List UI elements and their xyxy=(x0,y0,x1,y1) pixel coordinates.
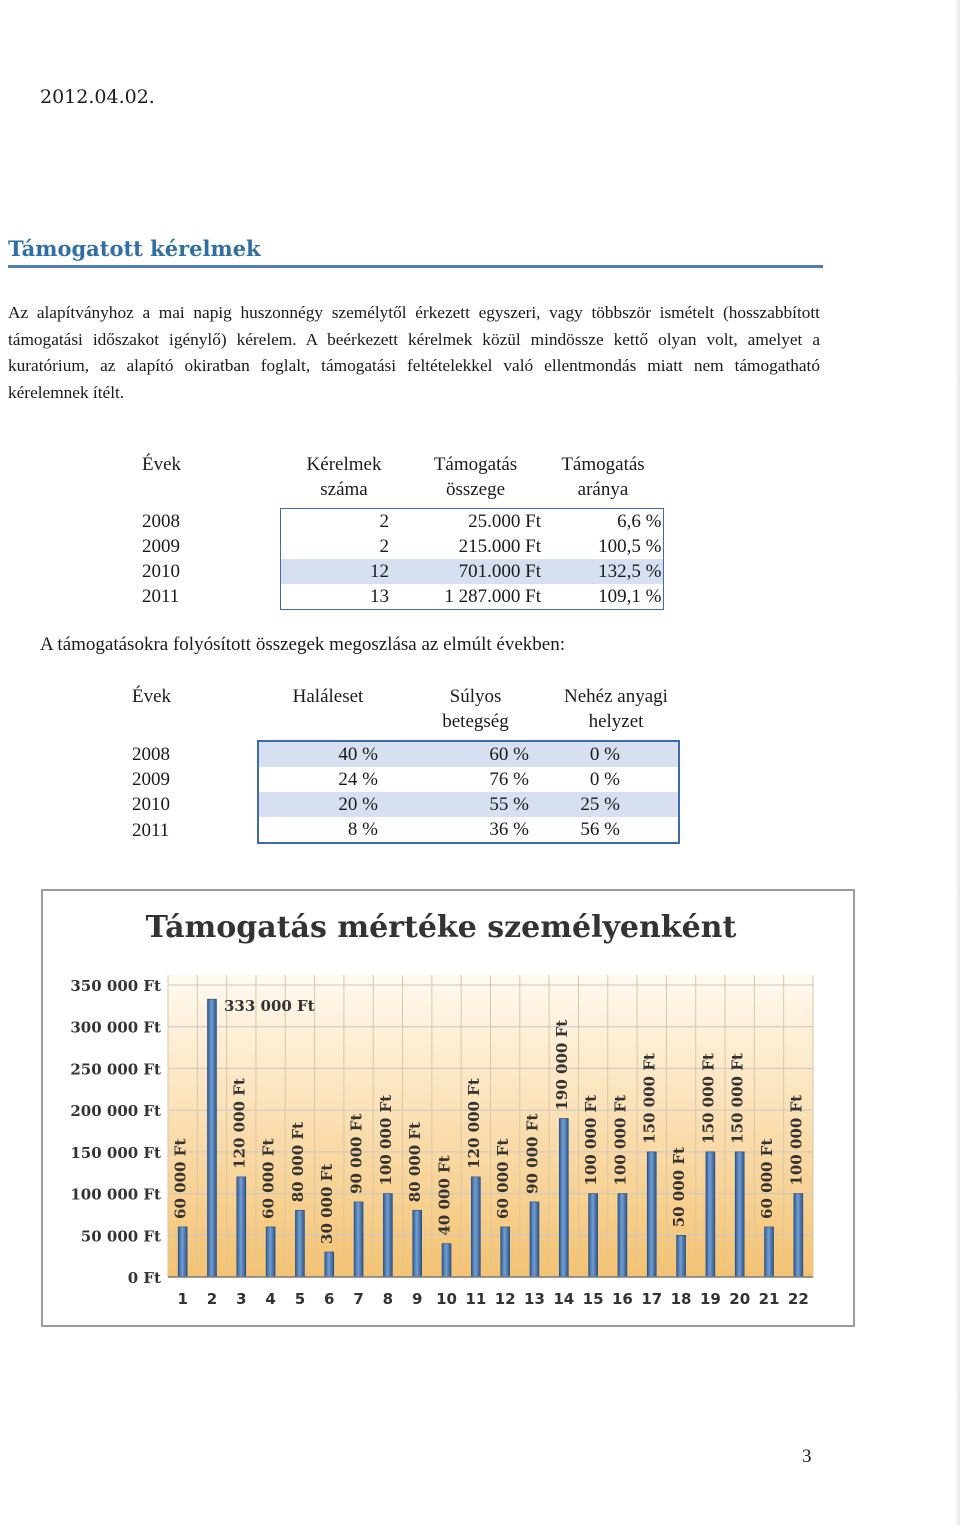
cell-hardship: 25 % xyxy=(553,792,679,817)
cell-illness: 55 % xyxy=(398,792,553,817)
x-tick-label: 1 xyxy=(177,1290,188,1308)
data-label: 120 000 Ft xyxy=(230,1078,249,1169)
cell-year: 2011 xyxy=(142,586,180,608)
document-date: 2012.04.02. xyxy=(40,86,155,108)
bar xyxy=(794,1194,803,1277)
x-tick-label: 5 xyxy=(294,1290,306,1308)
cell-amount: 701.000 Ft xyxy=(408,559,543,584)
cell-death: 24 % xyxy=(258,767,398,792)
cell-count: 2 xyxy=(280,534,408,559)
data-label: 100 000 Ft xyxy=(787,1094,806,1186)
table-row xyxy=(132,817,679,843)
data-label: 190 000 Ft xyxy=(552,1019,571,1111)
cell-illness: 60 % xyxy=(398,741,553,767)
cell-year: 2008 xyxy=(142,510,180,532)
bar xyxy=(207,999,216,1277)
x-tick-label: 17 xyxy=(641,1290,663,1308)
x-tick-label: 21 xyxy=(758,1290,780,1308)
data-label: 150 000 Ft xyxy=(728,1053,747,1144)
cell-ratio: 100,5 % xyxy=(543,534,663,559)
data-label: 60 000 Ft xyxy=(758,1138,777,1219)
cell-amount: 1 287.000 Ft xyxy=(408,584,543,610)
cell-hardship: 56 % xyxy=(553,817,679,843)
col-header-count: Kérelmek száma xyxy=(306,454,382,500)
bar xyxy=(559,1118,568,1277)
x-tick-label: 14 xyxy=(553,1290,575,1308)
cell-year: 2010 xyxy=(132,794,170,815)
cell-death: 40 % xyxy=(258,741,398,767)
data-label: 100 000 Ft xyxy=(582,1094,601,1186)
table-row xyxy=(142,509,663,535)
cell-death: 8 % xyxy=(258,817,398,843)
cell-year: 2010 xyxy=(142,561,180,582)
cell-count: 13 xyxy=(280,584,408,610)
x-tick-label: 4 xyxy=(265,1290,276,1308)
cell-amount: 25.000 Ft xyxy=(408,509,543,535)
chart-title: Támogatás mértéke személyenként xyxy=(145,910,737,945)
y-tick-label: 50 000 Ft xyxy=(80,1227,161,1246)
y-tick-label: 200 000 Ft xyxy=(70,1102,161,1121)
cell-amount: 215.000 Ft xyxy=(458,536,541,557)
x-tick-label: 16 xyxy=(611,1290,633,1308)
data-label: 100 000 Ft xyxy=(376,1094,395,1186)
y-tick-label: 150 000 Ft xyxy=(70,1143,161,1162)
data-label: 120 000 Ft xyxy=(464,1078,483,1169)
table-row xyxy=(142,559,663,584)
bar xyxy=(442,1244,451,1277)
cell-count: 12 xyxy=(280,559,408,584)
requests-table xyxy=(142,452,664,610)
table-row xyxy=(132,767,679,792)
x-tick-label: 6 xyxy=(324,1290,335,1308)
bar xyxy=(618,1194,627,1277)
x-tick-label: 2 xyxy=(206,1290,218,1308)
bar xyxy=(471,1177,480,1277)
data-label: 100 000 Ft xyxy=(611,1094,630,1186)
data-label: 60 000 Ft xyxy=(171,1138,190,1219)
data-label: 40 000 Ft xyxy=(435,1155,454,1236)
data-label: 333 000 Ft xyxy=(223,997,315,1016)
cell-hardship: 0 % xyxy=(553,767,679,792)
table-header-row xyxy=(132,684,679,741)
col-header-ratio: Támogatás aránya xyxy=(561,454,645,500)
x-tick-label: 12 xyxy=(494,1290,516,1308)
bar xyxy=(413,1210,422,1277)
section-heading: Támogatott kérelmek xyxy=(8,236,823,268)
col-header-years: Évek xyxy=(142,454,182,475)
data-label: 90 000 Ft xyxy=(347,1113,366,1194)
page-number: 3 xyxy=(802,1446,812,1467)
cell-illness: 36 % xyxy=(398,817,553,843)
cell-ratio: 6,6 % xyxy=(543,509,663,535)
bar xyxy=(354,1202,363,1277)
data-label: 80 000 Ft xyxy=(288,1122,307,1203)
distribution-table xyxy=(132,684,680,844)
x-tick-label: 10 xyxy=(436,1290,457,1308)
data-label: 30 000 Ft xyxy=(318,1163,337,1244)
data-label: 50 000 Ft xyxy=(670,1147,689,1228)
data-label: 60 000 Ft xyxy=(259,1138,278,1219)
cell-year: 2011 xyxy=(132,819,170,841)
y-tick-label: 350 000 Ft xyxy=(70,977,161,995)
table-row xyxy=(132,741,679,767)
x-tick-label: 11 xyxy=(465,1290,487,1308)
bar xyxy=(765,1227,774,1277)
x-tick-label: 15 xyxy=(582,1290,604,1308)
cell-year: 2008 xyxy=(132,743,170,765)
bar xyxy=(589,1194,598,1277)
bar xyxy=(178,1227,187,1277)
col-header-death: Haláleset xyxy=(292,686,364,707)
x-tick-label: 20 xyxy=(729,1290,751,1308)
y-tick-label: 100 000 Ft xyxy=(70,1185,161,1204)
bar xyxy=(295,1210,304,1277)
x-tick-label: 13 xyxy=(524,1290,545,1308)
data-label: 90 000 Ft xyxy=(523,1113,542,1194)
intro-paragraph: Az alapítványhoz a mai napig huszonnégy személytől érkezett egyszeri, vagy többször ismételt (hosszabbított támogatási időszakot igénylő) kérelem. A beérkezett kérelmek közül mindössze kettő olyan volt, amelyet a kuratórium, az alapító okiratban foglalt, támogatási feltételekkel való ellentmondás miatt nem támogatható kérelemnek ítélt. xyxy=(8,303,820,402)
cell-illness: 76 % xyxy=(489,769,529,790)
table-row xyxy=(142,534,663,559)
chart-canvas xyxy=(43,891,853,1325)
bar xyxy=(266,1227,275,1277)
bar xyxy=(501,1227,510,1277)
x-tick-label: 22 xyxy=(787,1290,809,1308)
col-header-years: Évek xyxy=(132,686,172,707)
page-edge-shadow xyxy=(955,0,960,1525)
y-tick-label: 250 000 Ft xyxy=(70,1060,161,1079)
distribution-intro: A támogatásokra folyósított összegek megoszlása az elmúlt években: xyxy=(40,634,565,655)
x-tick-label: 19 xyxy=(699,1290,721,1308)
bar xyxy=(237,1177,246,1277)
y-tick-label: 300 000 Ft xyxy=(70,1018,161,1037)
data-label: 80 000 Ft xyxy=(406,1122,425,1203)
x-tick-label: 3 xyxy=(236,1290,247,1308)
bar xyxy=(325,1252,334,1277)
x-tick-label: 18 xyxy=(670,1290,692,1308)
bar xyxy=(647,1152,656,1277)
col-header-hardship: Nehéz anyagi helyzet xyxy=(564,686,668,732)
bar xyxy=(530,1202,539,1277)
cell-ratio: 109,1 % xyxy=(543,584,663,610)
bar xyxy=(735,1152,744,1277)
data-label: 60 000 Ft xyxy=(494,1138,513,1219)
table-header-row xyxy=(142,452,663,509)
col-header-amount: Támogatás összege xyxy=(433,454,518,500)
cell-year: 2009 xyxy=(132,769,170,790)
x-tick-label: 9 xyxy=(411,1290,423,1308)
bar xyxy=(706,1152,715,1277)
cell-count: 2 xyxy=(280,509,408,535)
data-label: 150 000 Ft xyxy=(640,1053,659,1144)
cell-year: 2009 xyxy=(142,536,180,557)
cell-death: 20 % xyxy=(258,792,398,817)
x-tick-label: 8 xyxy=(382,1290,394,1308)
bar xyxy=(677,1235,686,1277)
cell-hardship: 0 % xyxy=(553,741,679,767)
x-tick-label: 7 xyxy=(353,1290,364,1308)
data-label: 150 000 Ft xyxy=(699,1053,718,1144)
support-chart xyxy=(41,889,855,1327)
table-row xyxy=(142,584,663,610)
col-header-illness: Súlyos betegség xyxy=(442,686,509,732)
y-tick-label: 0 Ft xyxy=(127,1269,161,1287)
cell-ratio: 132,5 % xyxy=(543,559,663,584)
table-row xyxy=(132,792,679,817)
bar xyxy=(383,1194,392,1277)
